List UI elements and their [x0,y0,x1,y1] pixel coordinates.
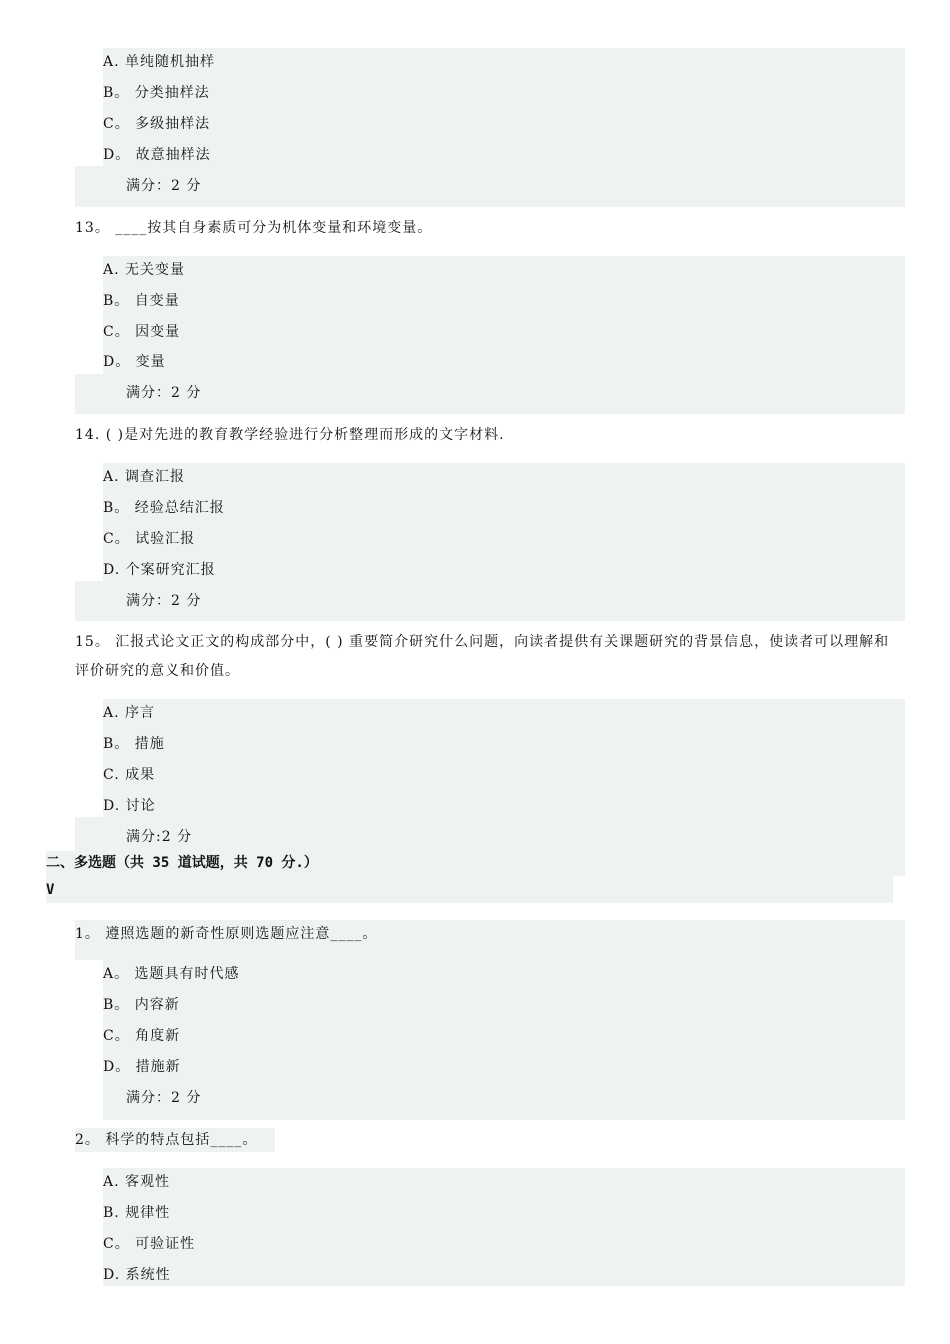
option-a: A。 选题具有时代感 [103,966,240,982]
option-d: D. 系统性 [103,1267,171,1283]
option-a: A. 无关变量 [103,262,186,278]
option-d: D。 故意抽样法 [103,147,211,163]
section-mark: V [46,882,55,898]
score-label: 满分：2 分 [126,593,202,609]
question-panel [103,1168,905,1286]
section-title: 二、多选题（共 35 道试题，共 70 分.） [46,855,318,871]
option-d: D. 讨论 [103,798,156,814]
question-panel [103,960,905,1120]
option-b: B。 内容新 [103,997,180,1013]
option-c: C. 成果 [103,767,156,783]
option-c: C。 试验汇报 [103,531,196,547]
question-panel [103,256,905,374]
score-label: 满分:2 分 [126,829,193,845]
question-13: 13。 ____按其自身素质可分为机体变量和环境变量。 [75,220,433,236]
question-panel [103,463,905,581]
option-b: B。 措施 [103,736,165,752]
question-14: 14. ( )是对先进的教育教学经验进行分析整理而形成的文字材料. [75,427,505,443]
option-b: B。 分类抽样法 [103,85,210,101]
option-c: C。 角度新 [103,1028,181,1044]
multi-question-1: 1。 遵照选题的新奇性原则选题应注意____。 [75,926,378,942]
option-a: A. 序言 [103,705,156,721]
question-panel [103,48,905,166]
question-panel [103,699,905,817]
option-c: C。 可验证性 [103,1236,196,1252]
option-c: C。 多级抽样法 [103,116,211,132]
question-15: 15。 汇报式论文正文的构成部分中，( ) 重要简介研究什么问题，向读者提供有关课题研究的背景信息，使读者可以理解和评价研究的意义和价值。 [75,634,890,679]
option-d: D。 变量 [103,354,166,370]
option-c: C。 因变量 [103,324,181,340]
option-b: B。 经验总结汇报 [103,500,225,516]
option-a: A. 调查汇报 [103,469,186,485]
score-label: 满分：2 分 [126,1090,202,1106]
option-a: A. 单纯随机抽样 [103,54,216,70]
multi-question-2: 2。 科学的特点包括____。 [75,1132,258,1148]
question-panel [75,817,905,851]
option-b: B. 规律性 [103,1205,171,1221]
option-b: B。 自变量 [103,293,180,309]
score-label: 满分：2 分 [126,385,202,401]
score-label: 满分：2 分 [126,178,202,194]
option-a: A. 客观性 [103,1174,171,1190]
section-header-panel [46,876,893,903]
option-d: D。 措施新 [103,1059,181,1075]
option-d: D. 个案研究汇报 [103,562,216,578]
